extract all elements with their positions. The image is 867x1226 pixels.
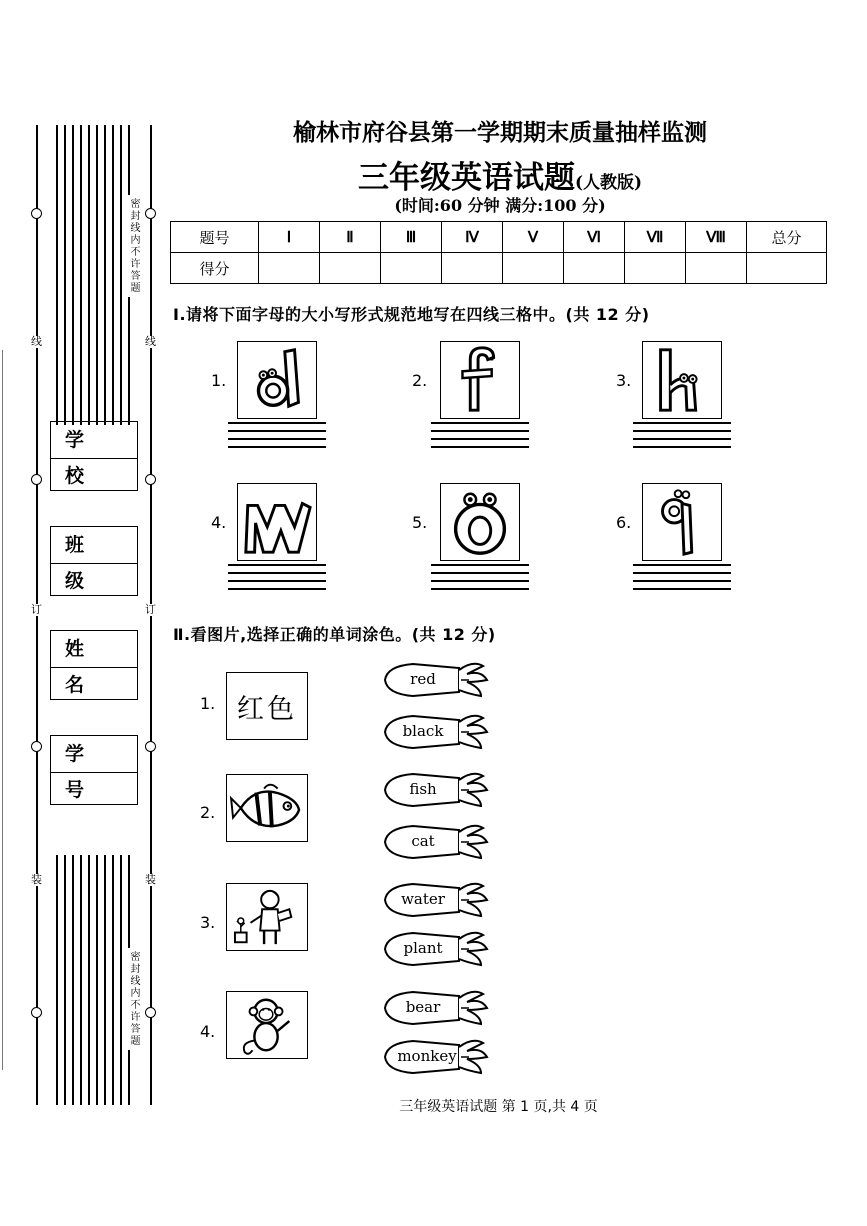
binding-hole <box>31 741 42 752</box>
four-line-grid[interactable] <box>228 422 326 449</box>
monkey-icon <box>227 992 307 1058</box>
picture-card <box>226 774 308 842</box>
word-option: monkey <box>397 1047 457 1065</box>
item-number: 5. <box>412 513 428 532</box>
score-table <box>170 221 827 284</box>
score-cell[interactable] <box>564 253 625 284</box>
carrot-option-monkey[interactable] <box>383 1037 493 1077</box>
four-line-grid[interactable] <box>633 422 731 449</box>
letter-d-card <box>237 341 317 419</box>
word-option: fish <box>409 780 437 798</box>
score-table-col: Ⅶ <box>625 222 686 253</box>
picture-card <box>226 991 308 1059</box>
section1-instruction: Ⅰ.请将下面字母的大小写形式规范地写在四线三格中。(共 12 分) <box>173 305 650 324</box>
picture-card <box>226 672 308 740</box>
score-table-col: Ⅳ <box>442 222 503 253</box>
item-number: 1. <box>200 694 216 713</box>
class-label: 班 级 <box>51 527 137 564</box>
letter-h-card <box>642 341 722 419</box>
item-number: 4. <box>211 513 227 532</box>
score-table-header-row <box>171 222 827 253</box>
carrot-option-red[interactable] <box>383 660 493 700</box>
exam-title-main: 三年级英语试题 <box>357 160 575 196</box>
letter-d-icon <box>238 342 316 418</box>
binding-hole <box>31 208 42 219</box>
score-table-score-row <box>171 253 827 284</box>
time-info: (时间:60 分钟 满分:100 分) <box>394 196 606 215</box>
total-score-cell[interactable] <box>747 253 827 284</box>
fish-icon <box>227 775 307 841</box>
word-option: black <box>402 722 444 740</box>
score-table-col: Ⅲ <box>381 222 442 253</box>
exam-title-line2 <box>170 152 830 197</box>
letter-o-icon <box>441 484 519 560</box>
item-number: 4. <box>200 1022 216 1041</box>
carrot-option-bear[interactable] <box>383 988 493 1028</box>
red-color-word: 红色 <box>237 693 297 725</box>
carrot-option-cat[interactable] <box>383 822 493 862</box>
letter-q-card <box>642 483 722 561</box>
score-table-row-label: 题号 <box>171 222 259 253</box>
binding-hole <box>31 474 42 485</box>
carrot-option-plant[interactable] <box>383 929 493 969</box>
score-table-col: Ⅵ <box>564 222 625 253</box>
carrot-option-fish[interactable] <box>383 770 493 810</box>
item-number: 6. <box>616 513 632 532</box>
name-label: 姓 名 <box>51 631 137 668</box>
score-table-col: Ⅰ <box>259 222 320 253</box>
item-number: 2. <box>200 803 216 822</box>
section2-instruction: Ⅱ.看图片,选择正确的单词涂色。(共 12 分) <box>173 625 496 644</box>
word-option: plant <box>403 939 443 957</box>
binding-hole <box>31 1007 42 1018</box>
score-cell[interactable] <box>381 253 442 284</box>
item-number: 3. <box>616 371 632 390</box>
item-number: 1. <box>211 371 227 390</box>
score-table-col: Ⅴ <box>503 222 564 253</box>
line-char: 订 <box>31 603 42 616</box>
four-line-grid[interactable] <box>431 564 529 591</box>
picture-card <box>226 883 308 951</box>
letter-q-icon <box>643 484 721 560</box>
school-label: 学 校 <box>51 422 137 459</box>
score-cell[interactable] <box>320 253 381 284</box>
score-cell[interactable] <box>625 253 686 284</box>
word-option: bear <box>405 998 441 1016</box>
line-char: 装 <box>145 873 156 886</box>
score-cell[interactable] <box>442 253 503 284</box>
letter-f-card <box>440 341 520 419</box>
line-char: 线 <box>31 335 42 348</box>
score-cell[interactable] <box>503 253 564 284</box>
item-number: 3. <box>200 913 216 932</box>
four-line-grid[interactable] <box>633 564 731 591</box>
page-footer: 三年级英语试题 第 1 页,共 4 页 <box>399 1099 598 1115</box>
score-cell[interactable] <box>259 253 320 284</box>
line-char: 线 <box>145 335 156 348</box>
word-option: red <box>410 670 436 688</box>
edition-label: (人教版) <box>574 173 643 193</box>
line-char: 装 <box>31 873 42 886</box>
item-number: 2. <box>412 371 428 390</box>
watering-plant-icon <box>227 884 307 950</box>
four-line-grid[interactable] <box>228 564 326 591</box>
score-table-row-label: 得分 <box>171 253 259 284</box>
carrot-option-black[interactable] <box>383 712 493 752</box>
seal-notice-top: 密封线内不许答题 <box>126 195 141 297</box>
binding-hole <box>145 208 156 219</box>
four-line-grid[interactable] <box>431 422 529 449</box>
score-table-total-label: 总分 <box>747 222 827 253</box>
letter-m-icon <box>238 484 316 560</box>
class-field <box>50 526 138 596</box>
student-id-field <box>50 735 138 805</box>
letter-m-card <box>237 483 317 561</box>
page-edge-line <box>2 350 3 1070</box>
line-char: 订 <box>145 603 156 616</box>
letter-h-icon <box>643 342 721 418</box>
word-option: cat <box>411 832 435 850</box>
seal-notice-bottom: 密封线内不许答题 <box>126 948 141 1050</box>
word-option: water <box>401 890 445 908</box>
exam-title-line1: 榆林市府谷县第一学期期末质量抽样监测 <box>293 119 707 146</box>
score-table-col: Ⅱ <box>320 222 381 253</box>
name-field <box>50 630 138 700</box>
carrot-option-water[interactable] <box>383 880 493 920</box>
letter-f-icon <box>441 342 519 418</box>
binding-hole <box>145 741 156 752</box>
score-table-col: Ⅷ <box>686 222 747 253</box>
school-field <box>50 421 138 491</box>
student-id-label: 学 号 <box>51 736 137 773</box>
letter-o-card <box>440 483 520 561</box>
binding-hole <box>145 1007 156 1018</box>
score-cell[interactable] <box>686 253 747 284</box>
binding-hole <box>145 474 156 485</box>
